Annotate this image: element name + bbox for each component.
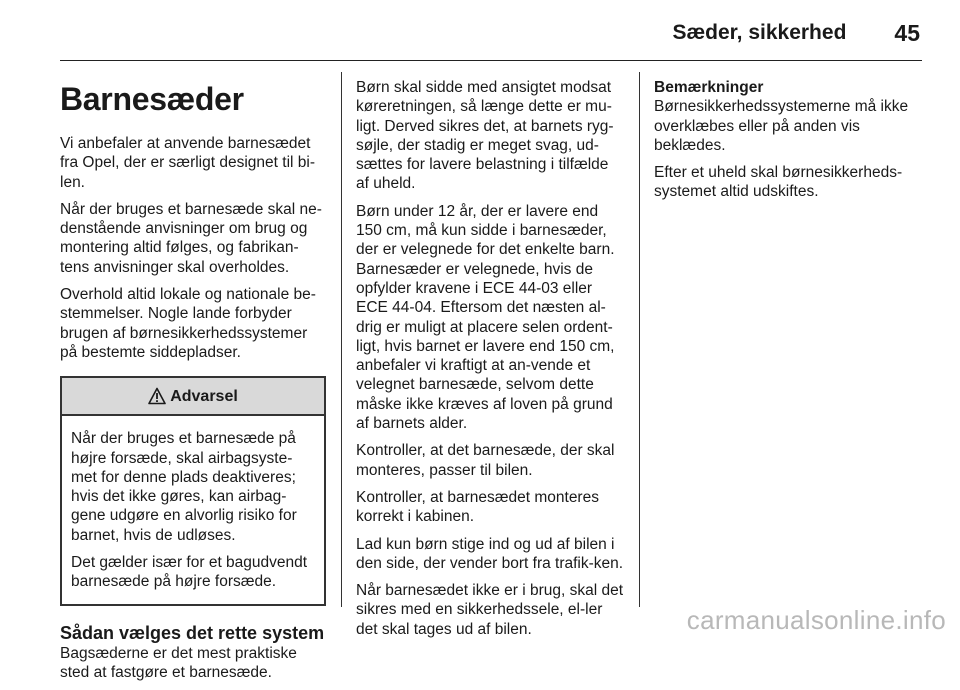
column-divider — [639, 72, 640, 607]
page-number: 45 — [894, 19, 920, 46]
paragraph: Børn under 12 år, der er lavere end 150 cm, må kun sidde i barnesæder, der er velegnede for det enkelte barn. Barnesæder er velegnede, hvis de opfylder kravene i ECE 44-03 eller ECE 44-04. Eftersom det næsten al-drig er muligt at placere selen ordent-ligt, hvis barnet er lavere end 150 cm, anbefaler vi kraftigt at an-vende et velegnet barnesæde, selvom dette måske ikke kræves af loven på grund af barnets alder. — [356, 202, 615, 433]
page-header — [672, 18, 920, 48]
column-divider — [341, 72, 342, 607]
paragraph: Vi anbefaler at anvende barnesædet fra Opel, der er særligt designet til bi-len. — [60, 135, 315, 191]
paragraph: Lad kun børn stige ind og ud af bilen i den side, der vender bort fra trafik-ken. — [356, 535, 624, 572]
watermark: carmanualsonline.info — [686, 605, 946, 635]
warning-paragraph: Det gælder især for et bagudvendt barnesæde på højre forsæde. — [71, 554, 308, 591]
warning-header — [62, 378, 324, 416]
section-title: Sæder, sikkerhed — [672, 21, 847, 44]
warning-title: Advarsel — [170, 387, 238, 405]
page-heading: Barnesæder — [60, 81, 244, 117]
column-3 — [654, 78, 922, 210]
paragraph: Overhold altid lokale og nationale be-stemmelser. Nogle lande forbyder brugen af børnesikkerhedssystemer på bestemte siddepladser. — [60, 286, 316, 361]
paragraph: Børn skal sidde med ansigtet modsat køreretningen, så længe dette er mu-ligt. Derved sikres det, at barnets ryg-søjle, der stadig er meget svag, ud-sættes for lavere belastning i tilfælde af uheld. — [356, 79, 614, 193]
warning-box — [60, 376, 326, 605]
warning-body — [62, 416, 324, 603]
paragraph: Efter et uheld skal børnesikkerheds-systemet altid udskiftes. — [654, 164, 903, 201]
header-rule — [60, 60, 922, 61]
subheading: Sådan vælges det rette system — [60, 622, 325, 643]
paragraph: Kontroller, at det barnesæde, der skal monteres, passer til bilen. — [356, 442, 615, 479]
column-1 — [60, 74, 326, 690]
warning-paragraph: Når der bruges et barnesæde på højre forsæde, skal airbagsyste-met for denne plads deaktiveres; hvis det ikke gøres, kan airbag-gene udgøre en alvorlig risiko for barnet, hvis de udløses. — [71, 430, 297, 544]
paragraph: Når barnesædet ikke er i brug, skal det sikres med en sikkerhedssele, el-ler det skal tages ud af bilen. — [356, 582, 624, 638]
paragraph: Når der bruges et barnesæde skal ne-denstående anvisninger om brug og montering altid følges, og fabrikan-tens anvisninger skal overholdes. — [60, 200, 322, 276]
paragraph: Børnesikkerhedssystemerne må ikke overklæbes eller på anden vis beklædes. — [654, 98, 909, 154]
warning-triangle-icon — [148, 387, 166, 405]
paragraph: Kontroller, at barnesædet monteres korrekt i kabinen. — [356, 488, 599, 526]
paragraph: Bagsæderne er det mest praktiske sted at fastgøre et barnesæde. — [60, 644, 297, 681]
notes-title: Bemærkninger — [654, 79, 764, 96]
column-2 — [356, 78, 624, 647]
